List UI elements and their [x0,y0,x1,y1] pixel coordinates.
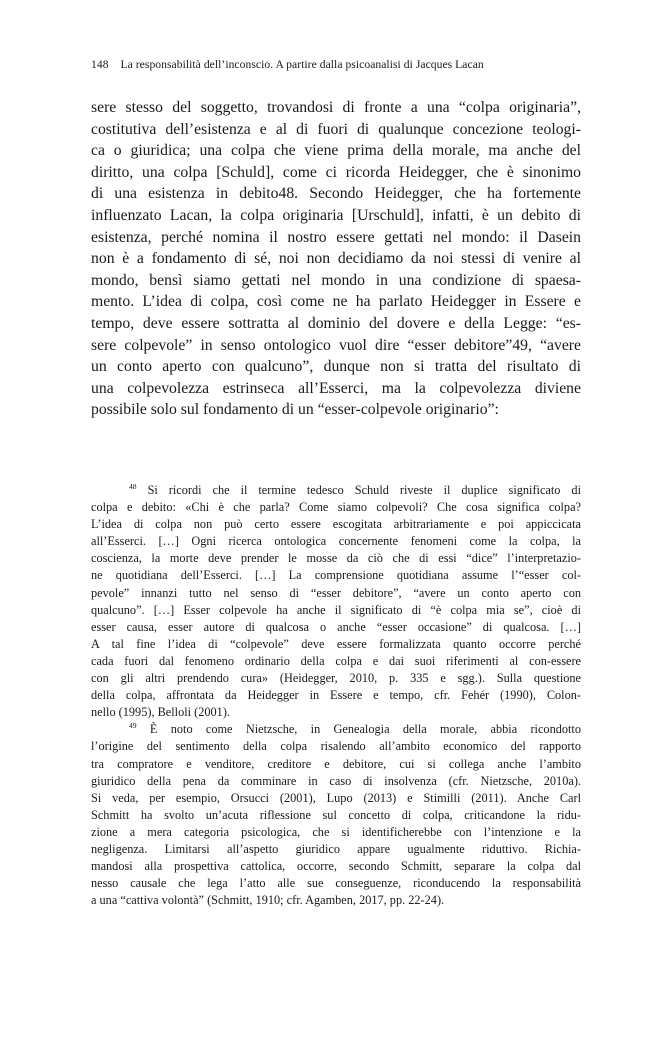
footnote-line: qualcuno”. […] Esser colpevole ha anche il significato di “è colpa mia se”, cioè di [91,602,581,617]
footnote-number: 49 [129,721,137,731]
footnote-line: È noto come Nietzsche, in Genealogia della morale, abbia ricondotto [149,722,581,737]
body-line: non è a fondamento di sé, noi non decidiamo da noi stessi di venire al [91,250,581,268]
main-text [91,97,581,421]
running-title: La responsabilità dell’inconscio. A partire dalla psicoanalisi di Jacques Lacan [120,58,484,71]
body-line: una colpevolezza estrinseca all’Esserci, ma la colpevolezza diviene [91,379,581,397]
body-line: di una esistenza in debito48. Secondo Heidegger, che ha fortemente [91,185,581,203]
footnote-number: 48 [129,481,137,491]
footnote-48 [91,482,581,721]
footnote-line: zione a mera categoria psicologica, che si identificherebbe con l’intenzione e la [91,824,581,839]
footnote-line: colpa e debito: «Chi è che parla? Come siamo colpevoli? Che cosa significa colpa? [91,500,581,515]
footnote-line: coscienza, la morte deve prender le mosse da ciò che di essi “dice” l’interpretazio- [91,551,581,566]
footnote-line: Si ricordi che il termine tedesco Schuld riveste il duplice significato di [147,483,581,497]
footnote-line: negligenza. Limitarsi all’aspetto giuridico appare ugualmente riduttivo. Richia- [91,841,581,856]
body-line: sere colpevole” in senso ontologico vuol dire “esser debitore”49, “avere [91,336,581,354]
body-line: sere stesso del soggetto, trovandosi di fronte a una “colpa originaria”, [91,99,581,116]
footnote-49 [91,721,581,909]
footnote-line: nello (1995), Belloli (2001). [91,705,231,720]
footnote-line: tra compratore e venditore, creditore e debitore, cui si collega anche l’ambito [91,756,581,771]
footnote-line: l’origine del sentimento della colpa risalendo all’ambito economico del rapporto [91,739,581,754]
footnote-line: pevole” innanzi tutto nel senso di “esser debitore”, “avere un conto aperto con [91,585,581,600]
body-line: costitutiva dell’esistenza e al di fuori di qualunque concezione teologi- [91,120,581,138]
footnotes [91,482,581,909]
body-line: mondo, bensì siamo gettati nel mondo in una condizione di spaesa- [91,271,581,289]
footnote-line: Schmitt ha svolto un’acuta riflessione sul concetto di colpa, criticandone la ridu- [91,807,581,822]
footnote-line: con gli altri prendendo cura» (Heidegger, 2010, p. 335 e sgg.). Sulla questione [91,671,581,686]
footnote-line: A tal fine l’idea di “colpevole” deve essere formalizzata quanto occorre perché [91,636,581,651]
body-line: un conto aperto con qualcuno”, dunque non si tratta del risultato di [91,358,581,376]
body-line: mento. L’idea di colpa, così come ne ha parlato Heidegger in Essere e [91,293,581,311]
body-line: influenzato Lacan, la colpa originaria [Urschuld], infatti, è un debito di [91,206,581,224]
footnote-line: all’Esserci. […] Ogni ricerca ontologica concernente fenomeni come la colpa, la [91,534,581,549]
body-line: diritto, una colpa [Schuld], come ci ricorda Heidegger, che è sinonimo [91,163,581,181]
body-line: esistenza, perché nomina il nostro essere gettati nel mondo: il Dasein [91,228,581,246]
footnote-line: della colpa, affrontata da Heidegger in Essere e tempo, cfr. Fehér (1990), Colon- [91,688,581,703]
footnote-line: cada fuori dal fenomeno ordinario della colpa e dai suoi riferimenti al con-essere [91,653,581,668]
page-number: 148 [91,58,109,71]
footnote-line: ne quotidiana dell’Esserci. […] La comprensione quotidiana assume l’“esser col- [91,568,581,583]
body-line: tempo, deve essere sottratta al dominio del dovere e della Legge: “es- [91,314,581,332]
body-line: possibile solo sul fondamento di un “esser-colpevole originario”: [91,401,499,419]
footnote-line: giuridico della pena da comminare in caso di insolvenza (cfr. Nietzsche, 2010a). [91,773,581,788]
footnote-line: a una “cattiva volontà” (Schmitt, 1910; cfr. Agamben, 2017, pp. 22-24). [91,893,445,908]
footnote-line: mandosi alla prospettiva cattolica, occorre, secondo Schmitt, separare la colpa dal [91,859,581,874]
footnote-line: Si veda, per esempio, Orsucci (2001), Lupo (2013) e Stimilli (2011). Anche Carl [91,790,581,805]
body-line: ca o giuridica; una colpa che viene prima della morale, ma anche del [91,142,581,160]
footnote-line: L’idea di colpa non può certo essere escogitata arbitrariamente e poi appiccicata [91,517,581,532]
footnote-line: nesso causale che lega l’atto alle sue conseguenze, riconducendo la responsabilità [91,876,581,891]
running-header [91,58,571,71]
footnote-line: esser causa, esser autore di qualcosa o anche “esser occasione” di qualcosa. […] [91,619,581,634]
